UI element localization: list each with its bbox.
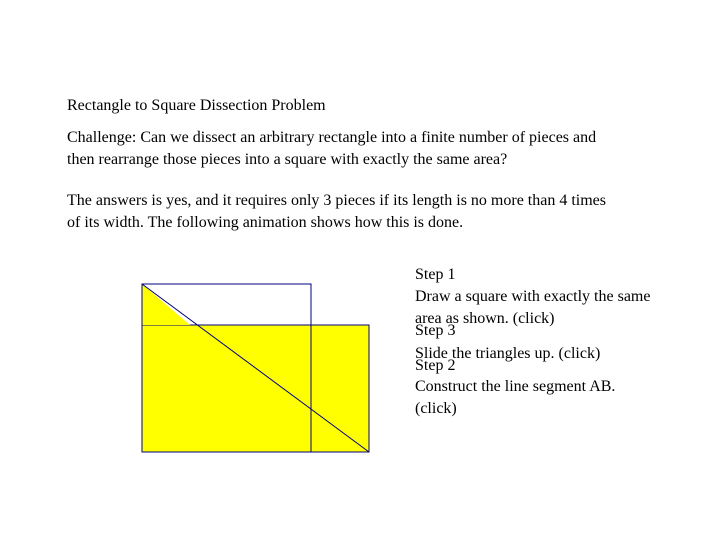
- yellow-rectangle: [142, 325, 369, 452]
- challenge-text-line-2: then rearrange those pieces into a square with exactly the same area?: [67, 151, 508, 168]
- step1-button-line-2[interactable]: area as shown. (click): [415, 310, 555, 327]
- yellow-triangle-top: [142, 284, 190, 325]
- challenge-text-line-1: Challenge: Can we dissect an arbitrary rectangle into a finite number of pieces and: [67, 129, 597, 146]
- step1-title: Step 1: [415, 266, 456, 283]
- answer-text-line-1: The answers is yes, and it requires only 3 pieces if its length is no more than 4 times: [67, 192, 606, 209]
- step2-title: Step 2: [415, 357, 456, 374]
- step3-button[interactable]: Slide the triangles up. (click): [415, 345, 601, 362]
- page-title: Rectangle to Square Dissection Problem: [67, 97, 326, 114]
- step3-title: Step 3: [415, 322, 456, 339]
- answer-text-line-2: of its width. The following animation shows how this is done.: [67, 214, 464, 231]
- step2-button-line-1[interactable]: Construct the line segment AB.: [415, 378, 616, 395]
- step1-button-line-1[interactable]: Draw a square with exactly the same: [415, 288, 651, 305]
- step2-button-line-2[interactable]: (click): [415, 400, 457, 417]
